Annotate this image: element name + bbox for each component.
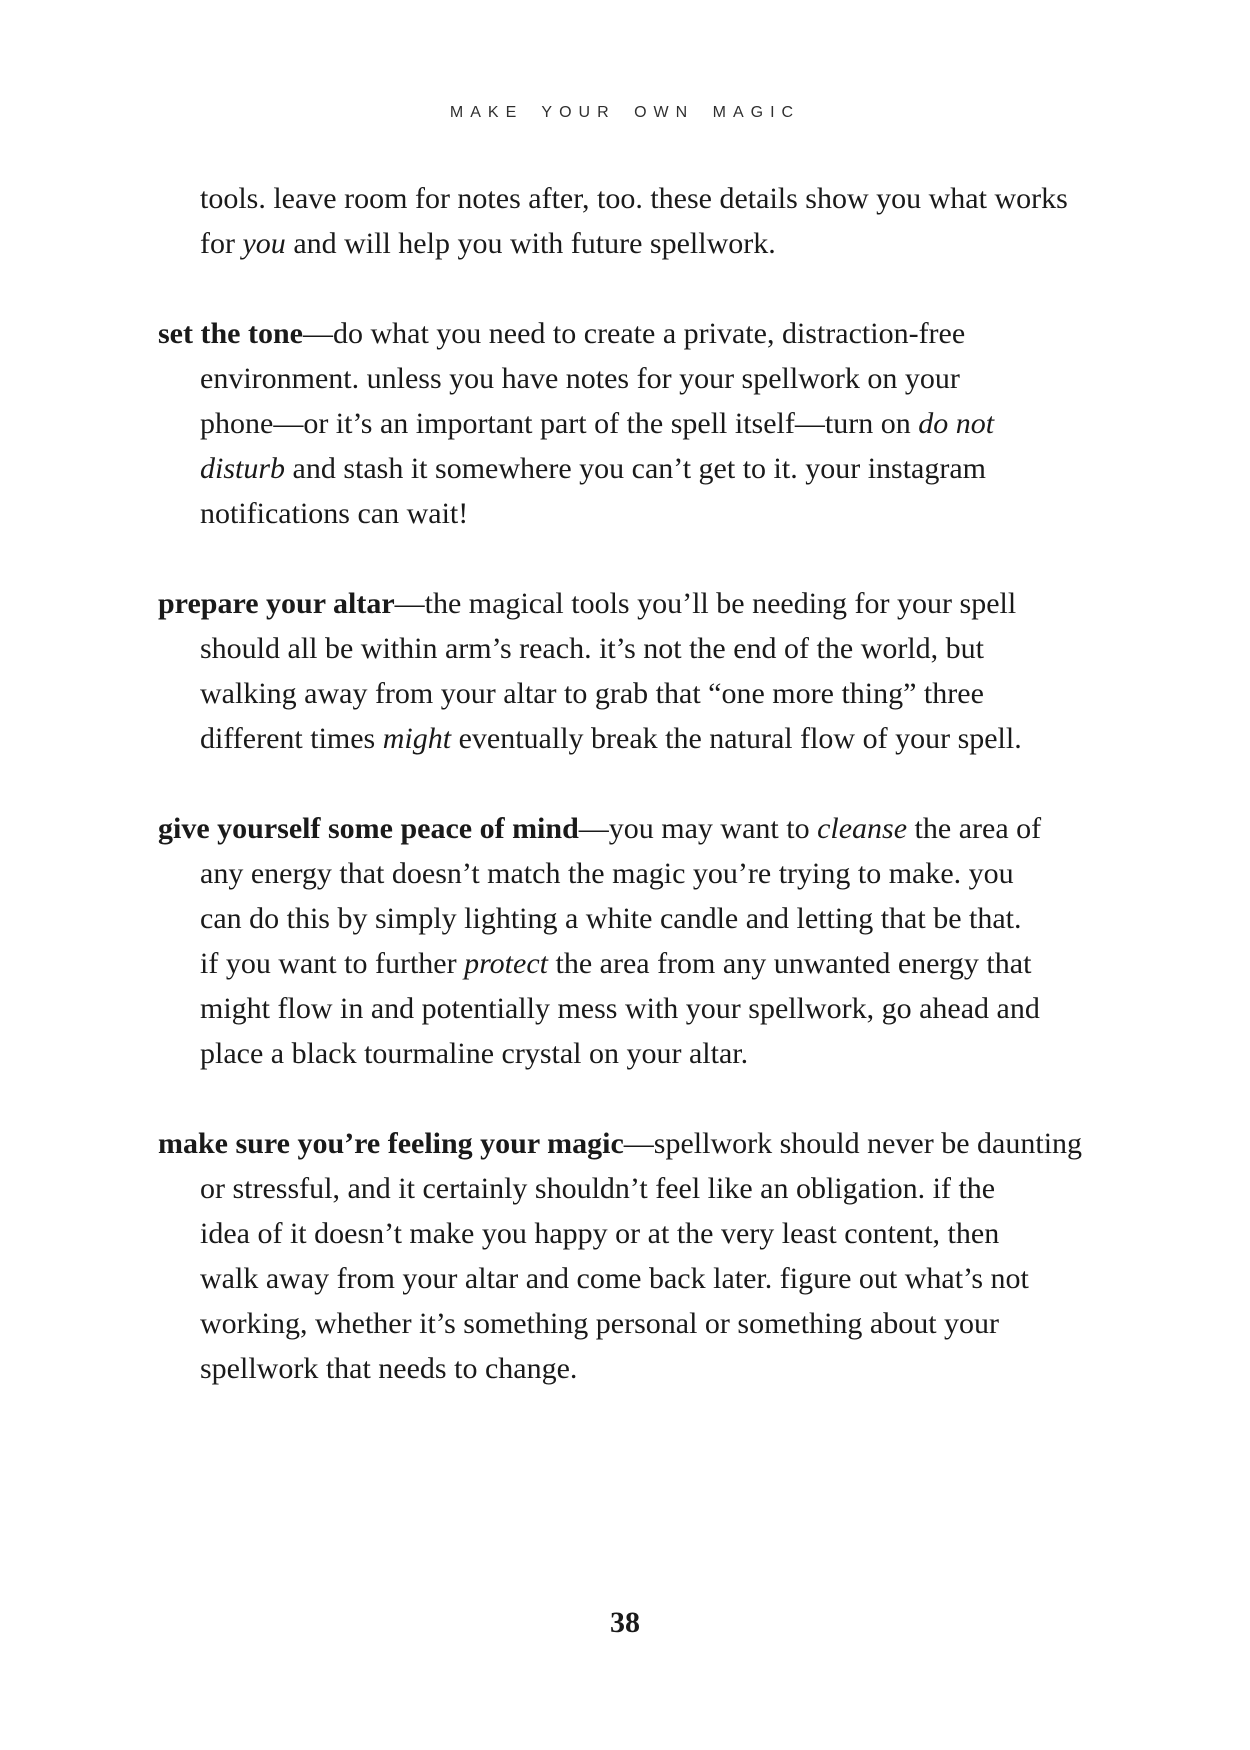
text-segment: disturb bbox=[200, 452, 286, 485]
text-segment: tools. leave room for notes after, too. these details show you what works bbox=[200, 182, 1068, 215]
paragraph bbox=[158, 1121, 1168, 1391]
text-segment: place a black tourmaline crystal on your altar. bbox=[200, 1037, 749, 1070]
text-segment: protect bbox=[464, 947, 548, 980]
text-segment: —you may want to bbox=[578, 812, 818, 845]
text-segment: idea of it doesn’t make you happy or at the very least content, then bbox=[200, 1217, 1000, 1250]
text-segment: the area from any unwanted energy that bbox=[547, 947, 1032, 980]
text-segment: —the magical tools you’ll be needing for your spell bbox=[394, 587, 1017, 620]
text-segment: walking away from your altar to grab that “one more thing” three bbox=[200, 677, 984, 710]
text-segment: different times bbox=[200, 722, 383, 755]
text-segment: spellwork that needs to change. bbox=[200, 1352, 578, 1385]
text-segment: if you want to further bbox=[200, 947, 465, 980]
paragraph bbox=[158, 581, 1168, 761]
text-segment: —spellwork should never be daunting bbox=[623, 1127, 1083, 1160]
body-text bbox=[158, 176, 1168, 1436]
text-segment: eventually break the natural flow of your spell. bbox=[451, 722, 1022, 755]
lead-in: prepare your altar bbox=[158, 587, 395, 620]
paragraph bbox=[158, 806, 1168, 1076]
lead-in: give yourself some peace of mind bbox=[158, 812, 579, 845]
text-segment: can do this by simply lighting a white candle and letting that be that. bbox=[200, 902, 1022, 935]
text-segment: do not bbox=[918, 407, 995, 440]
text-segment: any energy that doesn’t match the magic you’re trying to make. you bbox=[200, 857, 1014, 890]
text-segment: should all be within arm’s reach. it’s not the end of the world, but bbox=[200, 632, 985, 665]
paragraph bbox=[158, 311, 1168, 536]
text-segment: —do what you need to create a private, distraction-free bbox=[302, 317, 966, 350]
text-segment: phone—or it’s an important part of the spell itself—turn on bbox=[200, 407, 919, 440]
text-segment: notifications can wait! bbox=[200, 497, 469, 530]
text-segment: and stash it somewhere you can’t get to it. your instagram bbox=[285, 452, 986, 485]
text-segment: or stressful, and it certainly shouldn’t feel like an obligation. if the bbox=[200, 1172, 996, 1205]
page-number: 38 bbox=[610, 1606, 640, 1639]
text-segment: for bbox=[200, 227, 243, 260]
text-segment: might flow in and potentially mess with your spellwork, go ahead and bbox=[200, 992, 1040, 1025]
text-segment: environment. unless you have notes for your spellwork on your bbox=[200, 362, 960, 395]
text-segment: working, whether it’s something personal or something about your bbox=[200, 1307, 1000, 1340]
paragraph bbox=[158, 176, 1168, 266]
text-segment: the area of bbox=[907, 812, 1042, 845]
text-segment: cleanse bbox=[817, 812, 908, 845]
lead-in: make sure you’re feeling your magic bbox=[158, 1127, 624, 1160]
text-segment: might bbox=[382, 722, 452, 755]
text-segment: walk away from your altar and come back later. figure out what’s not bbox=[200, 1262, 1029, 1295]
text-segment: you bbox=[242, 227, 286, 260]
running-head: MAKE YOUR OWN MAGIC bbox=[449, 104, 801, 121]
text-segment: and will help you with future spellwork. bbox=[285, 227, 776, 260]
lead-in: set the tone bbox=[158, 317, 303, 350]
